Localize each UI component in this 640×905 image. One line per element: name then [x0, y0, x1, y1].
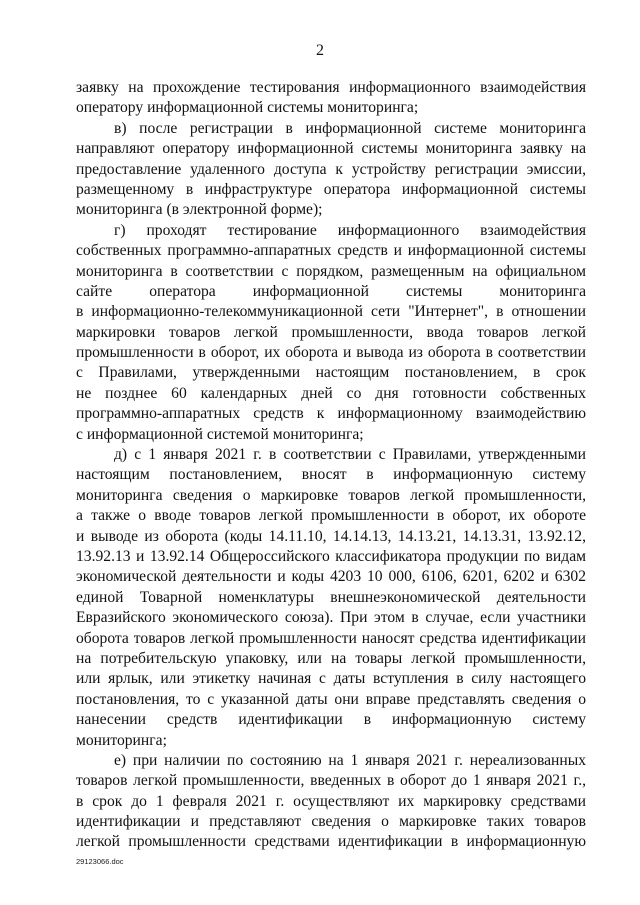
page-number: 2	[316, 42, 324, 59]
text-line: направляют оператору информационной системы мониторинга заявку на	[76, 140, 586, 158]
text-line: заявку на прохождение тестирования информационного взаимодействия	[76, 79, 586, 96]
text-line: а также о вводе товаров легкой промышленности в оборот, их обороте	[76, 507, 586, 525]
text-line: на потребительскую упаковку, или на товары легкой промышленности,	[76, 649, 586, 667]
text-line: и выводе из оборота (коды 14.11.10, 14.14.13, 14.13.21, 14.13.31, 13.92.12,	[76, 527, 586, 545]
text-line: мониторинга сведения о маркировке товаров легкой промышленности,	[76, 486, 586, 504]
text-line: оборота товаров легкой промышленности наносят средства идентификации	[76, 629, 586, 647]
text-line: программно-аппаратных средств к информационному взаимодействию	[76, 405, 586, 423]
text-line: Евразийского экономического союза). При этом в случае, если участники	[76, 609, 586, 627]
text-line: экономической деятельности и коды 4203 10 000, 6106, 6201, 6202 и 6302	[76, 568, 586, 586]
text-line: маркировки товаров легкой промышленности, ввода товаров легкой	[76, 323, 586, 341]
text-line: мониторинга;	[76, 731, 167, 749]
text-line: товаров легкой промышленности, введенных в оборот до 1 января 2021 г.,	[76, 772, 586, 790]
text-line: е) при наличии по состоянию на 1 января 2021 г. нереализованных	[114, 751, 586, 769]
text-line: мониторинга (в электронной форме);	[76, 201, 323, 219]
text-line: постановления, то с указанной даты они вправе представлять сведения о	[76, 690, 586, 708]
text-line: мониторинга в соответствии с порядком, размещенным на официальном	[76, 262, 586, 280]
text-line: нанесении средств идентификации в информационную систему	[76, 711, 586, 729]
text-line: сайте оператора информационной системы мониторинга	[76, 282, 586, 300]
text-line: в) после регистрации в информационной системе мониторинга	[114, 119, 586, 137]
text-line: 13.92.13 и 13.92.14 Общероссийского классификатора продукции по видам	[76, 547, 586, 565]
text-line: или ярлык, или этикетку начиная с даты вступления в силу настоящего	[76, 670, 586, 688]
footer-filename: 29123066.doc	[76, 857, 124, 866]
text-line: в информационно-телекоммуникационной сети "Интернет", в отношении	[76, 303, 586, 321]
text-line: д) с 1 января 2021 г. в соответствии с Правилами, утвержденными	[114, 446, 586, 464]
text-line: с Правилами, утвержденными настоящим постановлением, в срок	[76, 364, 586, 382]
text-line: идентификации и представляют сведения о маркировке таких товаров	[76, 813, 586, 831]
text-line: г) проходят тестирование информационного взаимодействия	[114, 221, 586, 239]
text-line: в срок до 1 февраля 2021 г. осуществляют их маркировку средствами	[76, 792, 586, 810]
text-line: промышленности в оборот, их оборота и вывода из оборота в соответствии	[76, 344, 586, 362]
text-line: оператору информационной системы мониторинга;	[76, 99, 419, 117]
text-line: размещенному в инфраструктуре оператора информационной системы	[76, 180, 586, 198]
text-line: предоставление удаленного доступа к устройству регистрации эмиссии,	[76, 160, 586, 178]
text-line: единой Товарной номенклатуры внешнеэкономической деятельности	[76, 588, 586, 606]
document-body	[76, 78, 586, 853]
text-line: с информационной системой мониторинга;	[76, 425, 364, 443]
text-line: настоящим постановлением, вносят в информационную систему	[76, 466, 586, 484]
text-line: собственных программно-аппаратных средств и информационной системы	[76, 242, 586, 260]
text-line: легкой промышленности средствами идентификации в информационную	[76, 833, 586, 851]
text-line: не позднее 60 календарных дней со дня готовности собственных	[76, 384, 586, 402]
